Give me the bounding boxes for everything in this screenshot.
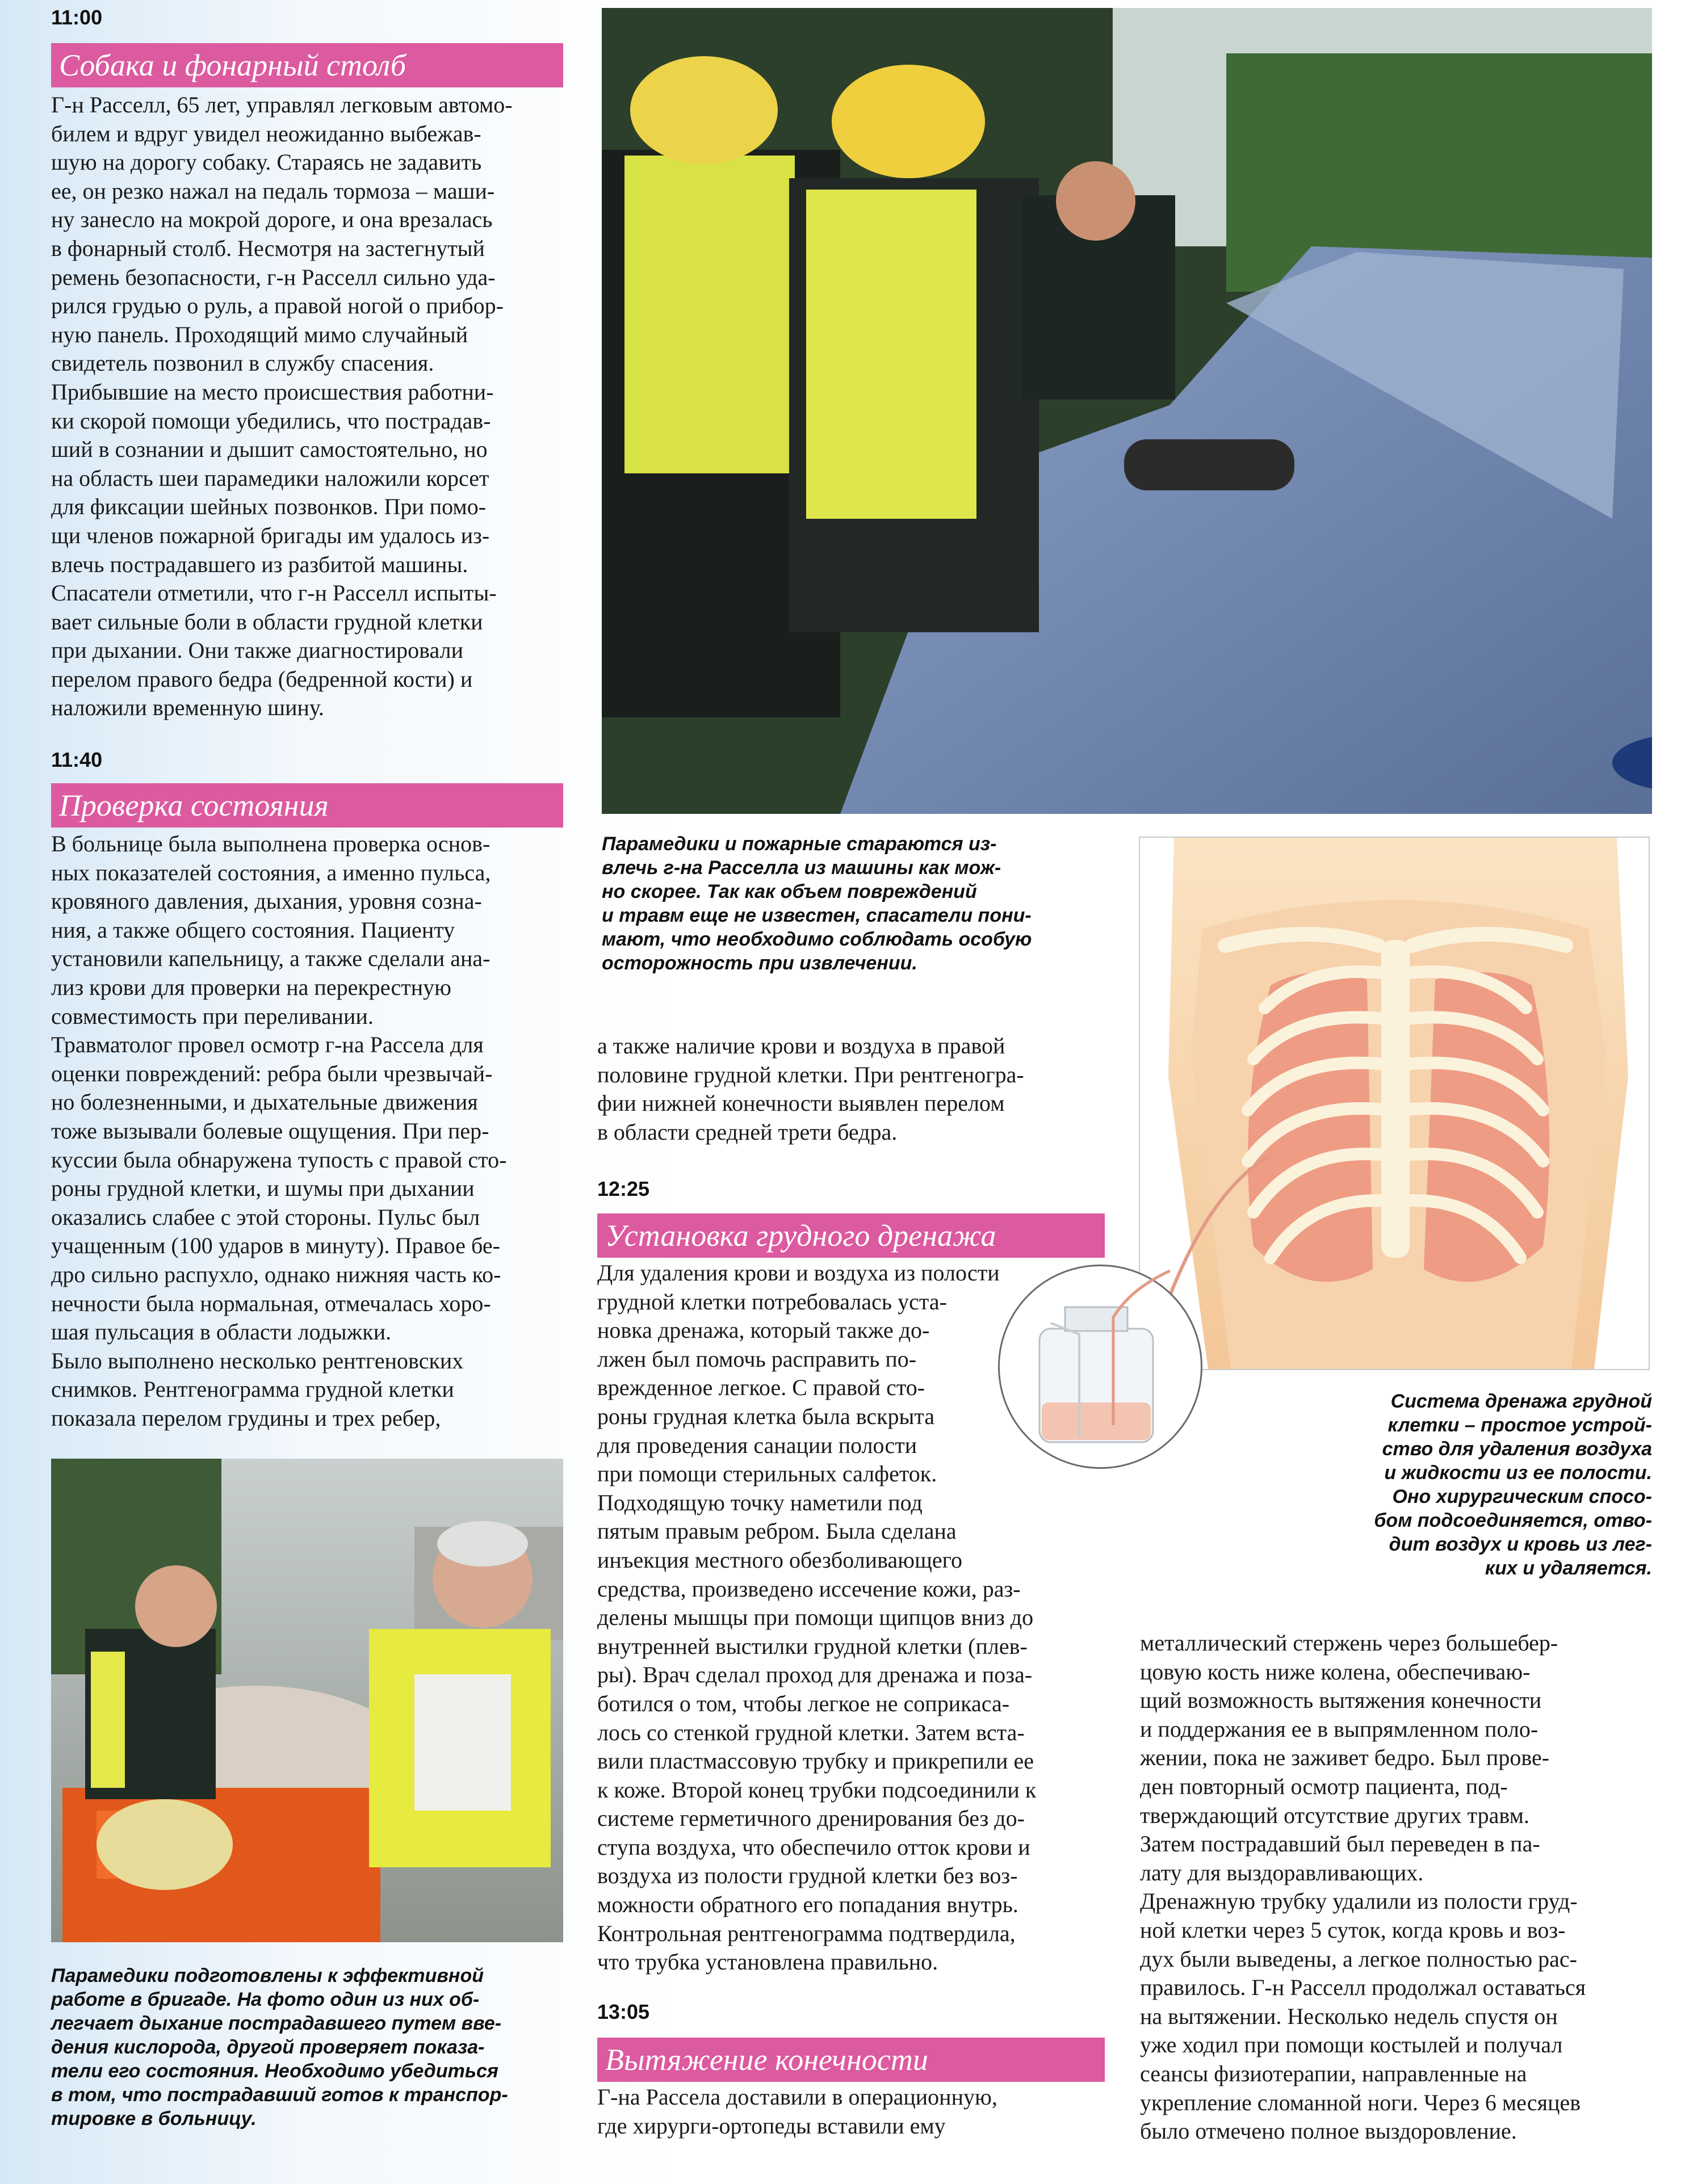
body-text: В больнице была выполнена проверка основ- ных показателей состояния, а именно пульса, кровяного давления, дыхания, уровня созна- ния, а также общего состояния. Пациенту установили капельницу, а также сделали ана- лиз крови для проверки на перекрестную совместимость при переливании. Травматолог провел осмотр г-на Рассела для оценки повреждений: ребра были чрезвычай- но болезненными, и дыхательные движения тоже вызывали болевые ощущения. При пер- куссии была обнаружена тупость с правой сто- роны грудной клетки, и шумы при дыхании оказались слабее с этой стороны. Пульс был учащенным (100 ударов в минуту). Правое бе- дро сильно распухло, однако нижняя часть ко- нечности была нормальная, отмечалась хоро- шая пульсация в области лодыжки. Было выполнено несколько рентгеновских снимков. Рентгенограмма грудной клетки показала перелом грудины и трех ребер, bbox=[51, 831, 507, 1431]
section-heading: Вытяжение конечности bbox=[597, 2038, 1105, 2082]
body-text: а также наличие крови и воздуха в правой половине грудной клетки. При рентгеногра- фии нижней конечности выявлен перелом в области средней трети бедра. bbox=[597, 1033, 1024, 1145]
body-text: металлический стержень через большебер- цовую кость ниже колена, обеспечиваю- щий возможность вытяжения конечности и поддержания ее в выпрямленном поло- жении, пока не заживет бедро. Был прове- ден повторный осмотр пациента, под- тверждающий отсутствие других травм. Затем пострадавший был переведен в па- лату для выздоравливающих. Дренажную трубку удалили из полости груд- ной клетки через 5 суток, когда кровь и воз- дух были выведены, а легкое полностью рас- правилось. Г-н Расселл продолжал оставаться на вытяжении. Несколько недель спустя он уже ходил при помощи костылей и получал сеансы физиотерапии, направленные на укрепление сломанной ноги. Через 6 месяцев было отмечено полное выздоровление. bbox=[1140, 1630, 1586, 2144]
body-text: Для удаления крови и воздуха из полости грудной клетки потребовалась уста- новка дренажа, который также до- лжен был помочь расправить по- врежденное легкое. С правой сто- роны грудная клетка была вскрыта для проведения санации полости при помощи стерильных салфеток. Подходящую точку наметили под пятым правым ребром. Была сделана инъекция местного обезболивающего средства, произведено иссечение кожи, раз- делены мышцы при помощи щипцов вниз до внутренней выстилки грудной клетки (плев- ры). Врач сделал проход для дренажа и поза- ботился о том, чтобы легкое не соприкаса- лось со стенкой грудной клетки. Затем вста- вили пластмассовую трубку и прикрепили ее к коже. Второй конец трубки подсоединили к системе герметичного дренирования без до- ступа воздуха, что обеспечило отток крови и воздуха из полости грудной клетки без воз- можности обратного его попадания внутрь. Контрольная рентгенограмма подтвердила, что трубка установлена правильно. bbox=[597, 1260, 1037, 1975]
body-text: Г-на Рассела доставили в операционную, где хирурги-ортопеды вставили ему bbox=[597, 2084, 997, 2139]
diagram-caption: Система дренажа грудной клетки – простое устрой- ство для удаления воздуха и жидкости из ее полости. Оно хирургическим спосо- бом подсоединяется, отво- дит воздух и кровь из лег- ких и удаляется. bbox=[1374, 1391, 1652, 1579]
time-label: 13:05 bbox=[597, 2000, 650, 2023]
section-heading: Установка грудного дренажа bbox=[597, 1213, 1105, 1258]
time-label: 12:25 bbox=[597, 1177, 650, 1200]
paramedics-photo bbox=[51, 1459, 563, 1942]
chest-drainage-diagram bbox=[1139, 837, 1650, 1370]
section-heading: Проверка состояния bbox=[51, 783, 563, 828]
photo-caption: Парамедики подготовлены к эффективной работе в бригаде. На фото один из них об- легчает дыхание пострадавшего путем вве- дения кислорода, другой проверяет показа- тели его состояния. Необходимо убедиться в том, что пострадавший готов к транспор- тировке в больницу. bbox=[51, 1965, 508, 2130]
time-label: 11:00 bbox=[51, 6, 103, 29]
time-label: 11:40 bbox=[51, 748, 103, 771]
rescue-photo bbox=[602, 8, 1652, 814]
section-heading: Собака и фонарный столб bbox=[51, 43, 563, 87]
photo-caption: Парамедики и пожарные стараются из- влечь г-на Расселла из машины как мож- но скорее. Так как объем повреждений и травм еще не известен, спасатели пони- мают, что необходимо соблюдать особую осторожность при извлечении. bbox=[602, 833, 1032, 974]
body-text: Г-н Расселл, 65 лет, управлял легковым автомо- билем и вдруг увидел неожиданно выбежав- шую на дорогу собаку. Стараясь не задавить ее, он резко нажал на педаль тормоза – маши- ну занесло на мокрой дороге, и она врезалась в фонарный столб. Несмотря на застегнутый ремень безопасности, г-н Расселл сильно уда- рился грудью о руль, а правой ногой о прибор- ную панель. Проходящий мимо случайный свидетель позвонил в службу спасения. Прибывшие на место происшествия работни- ки скорой помощи убедились, что пострадав- ший в сознании и дышит самостоятельно, но на область шеи парамедики наложили корсет для фиксации шейных позвонков. При помо- щи членов пожарной бригады им удалось из- влечь пострадавшего из разбитой машины. Спасатели отметили, что г-н Расселл испыты- вает сильные боли в области грудной клетки при дыхании. Они также диагностировали перелом правого бедра (бедренной кости) и наложили временную шину. bbox=[51, 92, 513, 721]
